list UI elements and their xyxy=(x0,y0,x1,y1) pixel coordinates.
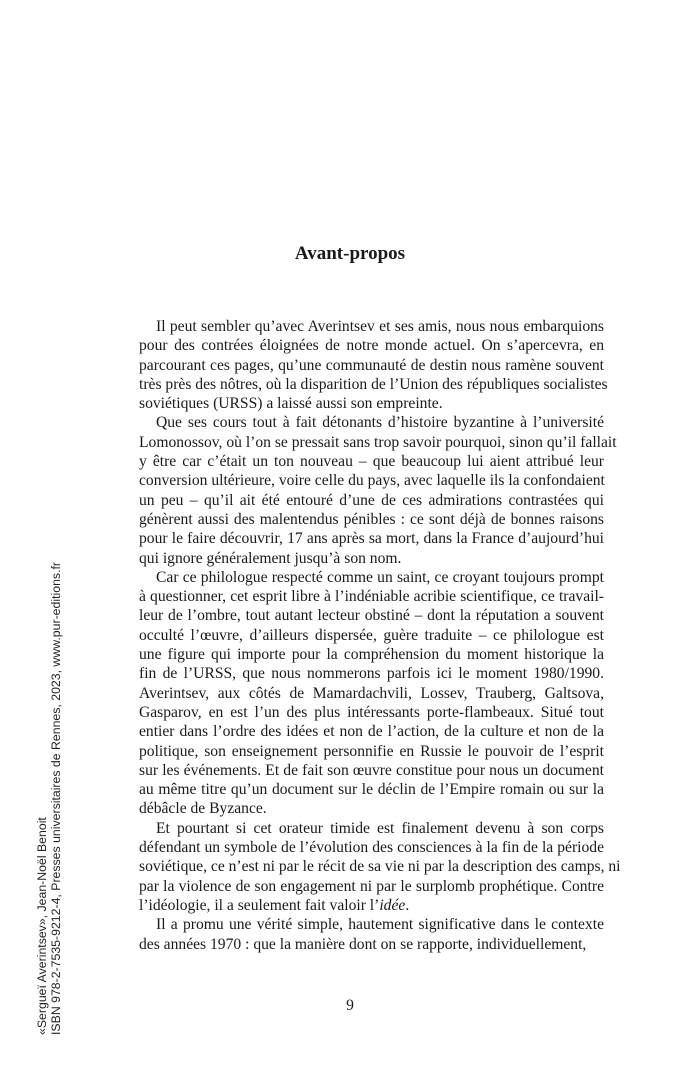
text-line: une figure qui importe pour la compréhension du moment historique la xyxy=(139,646,604,664)
text-line: Averintsev, aux côtés de Mamardachvili, Lossev, Trauberg, Galtsova, xyxy=(139,684,604,702)
text-run: l’idéologie, il a seulement fait valoir l’ xyxy=(139,896,380,914)
paragraph xyxy=(139,317,608,413)
text-line: soviétiques (URSS) a laissé aussi son empreinte. xyxy=(139,395,443,413)
text-line: défendant un symbole de l’évolution des consciences à la fin de la période xyxy=(139,839,604,857)
chapter-title: Avant-propos xyxy=(294,243,406,264)
text-line: des années 1970 : que la manière dont on se rapporte, individuellement, xyxy=(139,935,587,953)
text-line: parcourant ces pages, qu’une communauté de destin nous ramène souvent xyxy=(139,356,604,374)
text-line: Et pourtant si cet orateur timide est finalement devenu à son corps xyxy=(156,819,604,837)
text-line: Gasparov, en est l’un des plus intéressants porte-flambeaux. Situé tout xyxy=(139,703,604,721)
text-line: fin de l’URSS, que nous nommerons parfois ici le moment 1980/1990. xyxy=(139,665,604,683)
side-note-line-2: ISBN 978-2-7535-9212-4, Presses universitaires de Rennes, 2023, www.pur-editions.fr xyxy=(49,562,63,1035)
text-line: pour le faire découvrir, 17 ans après sa mort, dans la France d’aujourd’hui xyxy=(139,530,604,548)
text-line: Il peut sembler qu’avec Averintsev et ses amis, nous nous embarquions xyxy=(156,318,604,335)
paragraph xyxy=(139,413,617,567)
text-line: entier dans l’ordre des idées et non de l’action, de la culture et non de la xyxy=(139,723,604,741)
text-line: sur les événements. Et de fait son œuvre constitue pour nous un document xyxy=(139,761,604,779)
page-number: 9 xyxy=(346,997,354,1014)
text-line: au même titre qu’un document sur le déclin de l’Empire romain ou sur la xyxy=(139,781,604,799)
text-line: très près des nôtres, où la disparition de l’Union des républiques socialistes xyxy=(139,375,608,393)
text-run: . xyxy=(405,896,410,914)
text-line: y être car c’était un ton nouveau – que beaucoup lui aient attribué leur xyxy=(139,453,604,471)
text-line: soviétique, ce n’est ni par le récit de sa vie ni par la description des camps, ni xyxy=(139,858,621,876)
text-line: pour des contrées éloignées de notre monde actuel. On s’apercevra, en xyxy=(139,337,604,355)
text-line: Que ses cours tout à fait détonants d’histoire byzantine à l’université xyxy=(156,414,604,432)
text-line: Lomonossov, où l’on se pressait sans trop savoir pourquoi, sinon qu’il fallait xyxy=(139,433,617,451)
text-line: débâcle de Byzance. xyxy=(139,800,267,818)
text-line: qui ignore généralement jusqu’à son nom. xyxy=(139,549,402,567)
italic-word: idée xyxy=(379,896,406,914)
text-line: génèrent aussi des malentendus pénibles : ce sont déjà de bonnes raisons xyxy=(139,510,604,528)
text-line: occulté l’œuvre, d’ailleurs dispersée, guère traduite – ce philologue est xyxy=(139,626,604,644)
paragraph xyxy=(139,915,604,954)
text-line: Il a promu une vérité simple, hautement significative dans le contexte xyxy=(156,916,604,934)
text-line: Car ce philologue respecté comme un saint, ce croyant toujours prompt xyxy=(156,568,604,586)
text-line: un peu – qu’il ait été entouré d’une de ces admirations contrastées qui xyxy=(139,491,604,509)
text-line: leur de l’ombre, tout autant lecteur obstiné – dont la réputation a souvent xyxy=(139,607,604,625)
text-line: conversion ultérieure, voire celle du pays, avec laquelle ils la confondaient xyxy=(139,472,605,490)
body-text xyxy=(139,317,621,954)
side-copyright-note xyxy=(35,562,63,1035)
text-line: à questionner, cet esprit libre à l’indéniable acribie scientifique, ce travail- xyxy=(139,588,604,606)
text-line: politique, son enseignement personnifie en Russie le pouvoir de l’esprit xyxy=(139,742,604,760)
side-note-line-1: «Sergueï Averintsev», Jean-Noël Benoit xyxy=(35,817,49,1035)
paragraph xyxy=(139,819,621,915)
text-line xyxy=(139,896,604,915)
paragraph xyxy=(139,568,604,819)
text-line: par la violence de son engagement ni par le surplomb prophétique. Contre xyxy=(139,877,604,895)
